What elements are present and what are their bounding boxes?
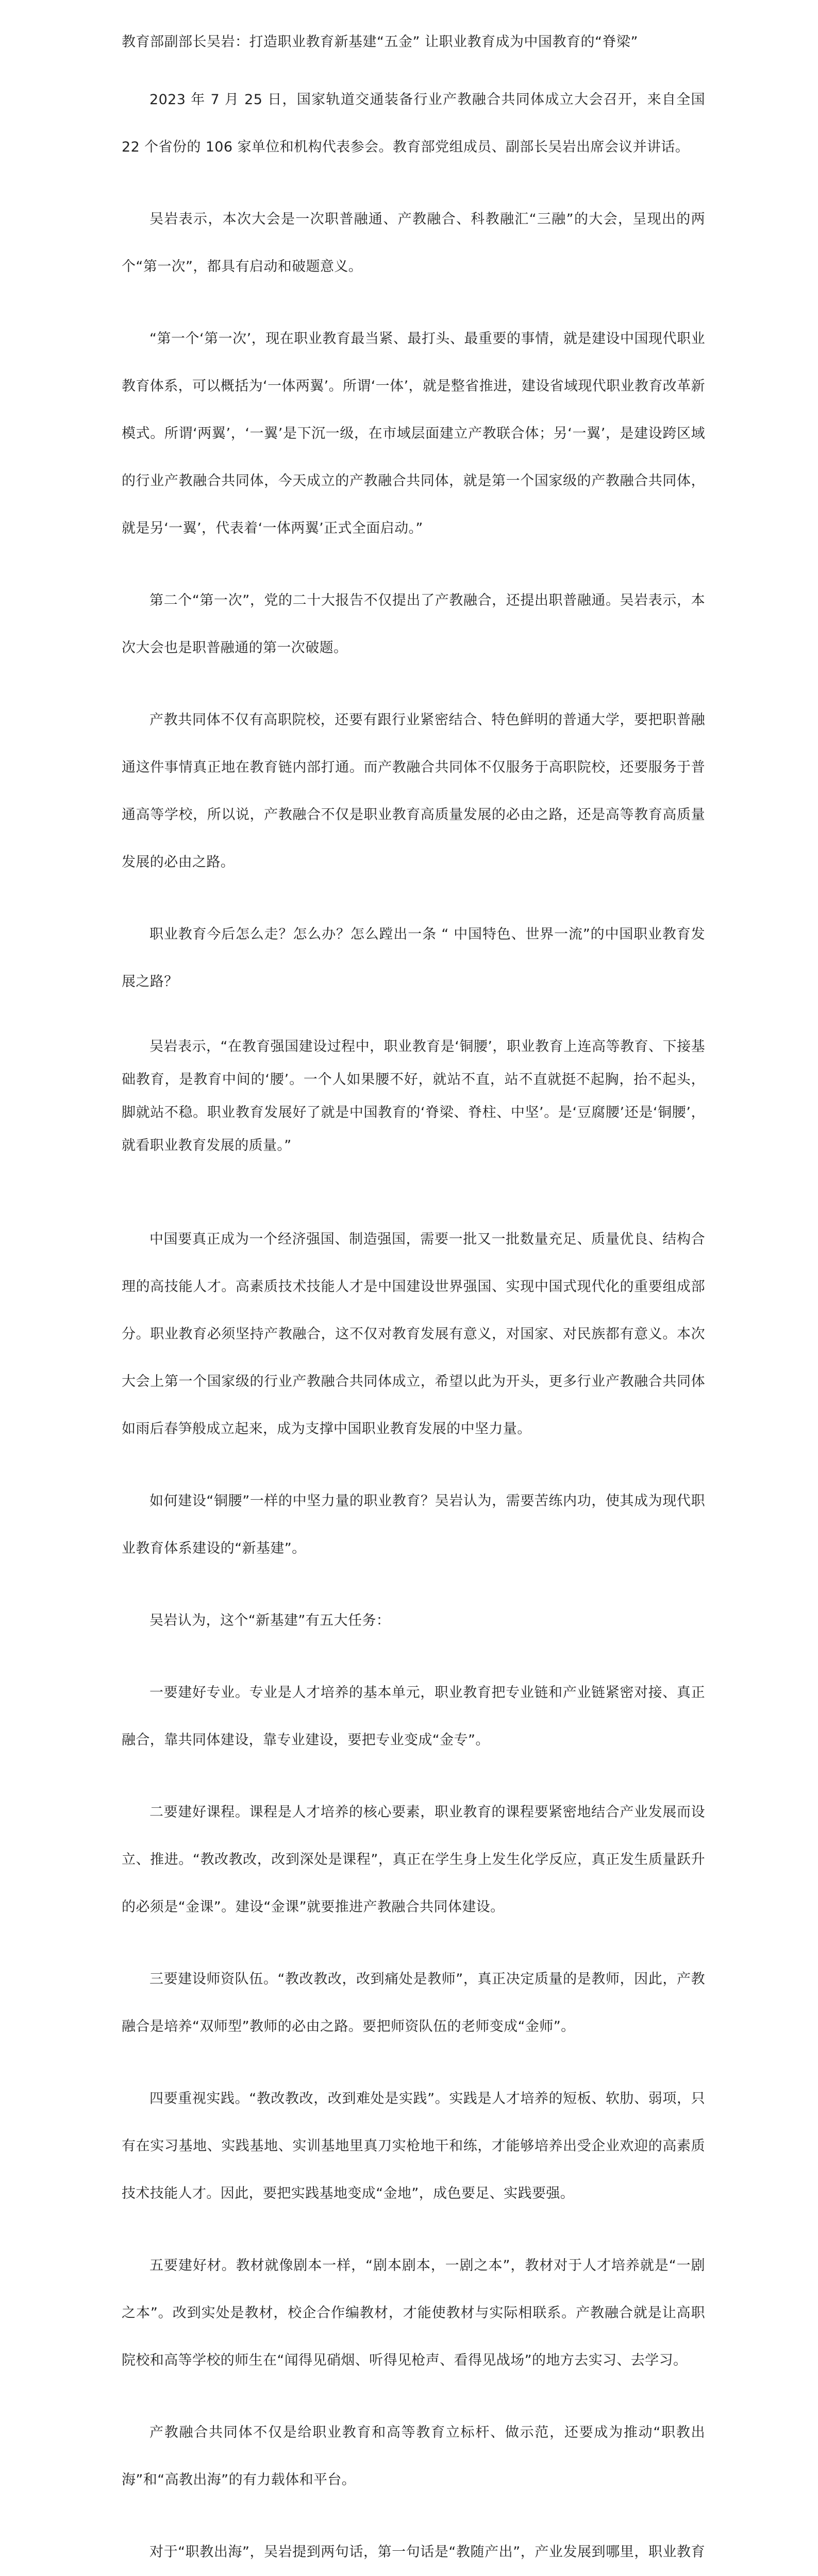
article-paragraph: 职业教育今后怎么走？怎么办？怎么蹚出一条 “ 中国特色、世界一流”的中国职业教育发展之路？ xyxy=(122,926,705,990)
article-title: 教育部副部长吴岩：打造职业教育新基建“五金” 让职业教育成为中国教育的“脊梁” xyxy=(122,34,639,50)
article-paragraph: 第二个“第一次”，党的二十大报告不仅提出了产教融合，还提出职普融通。吴岩表示，本次大会也是职普融通的第一次破题。 xyxy=(122,592,705,656)
article-paragraph: 三要建设师资队伍。“教改教改，改到痛处是教师”，真正决定质量的是教师，因此，产教融合是培养“双师型”教师的必由之路。要把师资队伍的老师变成“金师”。 xyxy=(122,1971,705,2035)
article-paragraph: 吴岩表示，本次大会是一次职普融通、产教融合、科教融汇“三融”的大会，呈现出的两个“第一次”，都具有启动和破题意义。 xyxy=(122,211,705,275)
article-paragraph: 二要建好课程。课程是人才培养的核心要素，职业教育的课程要紧密地结合产业发展而设立、推进。“教改教改，改到深处是课程”，真正在学生身上发生化学反应，真正发生质量跃升的必须是“金课”。建设“金课”就要推进产教融合共同体建设。 xyxy=(122,1804,705,1915)
article-paragraph: 吴岩表示，“在教育强国建设过程中，职业教育是‘铜腰’，职业教育上连高等教育、下接基础教育，是教育中间的‘腰’。一个人如果腰不好，就站不直，站不直就挺不起胸，抬不起头，脚就站不稳。职业教育发展好了就是中国教育的‘脊梁、脊柱、中坚’。是‘豆腐腰’还是‘铜腰’，就看职业教育发展的质量。” xyxy=(122,1039,705,1154)
article-paragraph: 如何建设“铜腰”一样的中坚力量的职业教育？吴岩认为，需要苦练内功，使其成为现代职业教育体系建设的“新基建”。 xyxy=(122,1493,705,1556)
article-paragraph: 产教融合共同体不仅是给职业教育和高等教育立标杆、做示范，还要成为推动“职教出海”和“高教出海”的有力载体和平台。 xyxy=(122,2425,705,2488)
article-paragraph: 吴岩认为，这个“新基建”有五大任务： xyxy=(149,1613,391,1629)
article-paragraph: 中国要真正成为一个经济强国、制造强国，需要一批又一批数量充足、质量优良、结构合理的高技能人才。高素质技术技能人才是中国建设世界强国、实现中国式现代化的重要组成部分。职业教育必须坚持产教融合，这不仅对教育发展有意义，对国家、对民族都有意义。本次大会上第一个国家级的行业产教融合共同体成立，希望以此为开头，更多行业产教融合共同体如雨后春笋般成立起来，成为支撑中国职业教育发展的中坚力量。 xyxy=(122,1231,705,1437)
paragraph-spacer xyxy=(122,1187,705,1216)
article-paragraph: 一要建好专业。专业是人才培养的基本单元，职业教育把专业链和产业链紧密对接、真正融合，靠共同体建设，靠专业建设，要把专业变成“金专”。 xyxy=(122,1685,705,1748)
article-paragraph: 四要重视实践。“教改教改，改到难处是实践”。实践是人才培养的短板、软肋、弱项，只有在实习基地、实践基地、实训基地里真刀实枪地干和练，才能够培养出受企业欢迎的高素质技术技能人才。因此，要把实践基地变成“金地”，成色要足、实践要强。 xyxy=(122,2091,705,2201)
article-paragraph: 产教共同体不仅有高职院校，还要有跟行业紧密结合、特色鲜明的普通大学，要把职普融通这件事情真正地在教育链内部打通。而产教融合共同体不仅服务于高职院校，还要服务于普通高等学校，所以说，产教融合不仅是职业教育高质量发展的必由之路，还是高等教育高质量发展的必由之路。 xyxy=(122,712,705,870)
article xyxy=(122,30,705,2576)
article-paragraph: 五要建好材。教材就像剧本一样，“剧本剧本，一剧之本”，教材对于人才培养就是“一剧之本”。改到实处是教材，校企合作编教材，才能使教材与实际相联系。产教融合就是让高职院校和高等学校的师生在“闻得见硝烟、听得见枪声、看得见战场”的地方去实习、去学习。 xyxy=(122,2258,705,2368)
article-paragraph: 对于“职教出海”，吴岩提到两句话，第一句话是“教随产出”，产业发展到哪里，职业教育 xyxy=(149,2544,705,2560)
article-paragraph: 2023 年 7 月 25 日，国家轨道交通装备行业产教融合共同体成立大会召开，来自全国 22 个省份的 106 家单位和机构代表参会。教育部党组成员、副部长吴岩出席会议并讲话。 xyxy=(122,92,705,155)
article-paragraph: “第一个‘第一次’，现在职业教育最当紧、最打头、最重要的事情，就是建设中国现代职业教育体系，可以概括为‘一体两翼’。所谓‘一体’，就是整省推进，建设省域现代职业教育改革新模式。所谓‘两翼’，‘一翼’是下沉一级，在市域层面建立产教联合体；另‘一翼’，是建设跨区域的行业产教融合共同体，今天成立的产教融合共同体，就是第一个国家级的产教融合共同体，就是另‘一翼’，代表着‘一体两翼’正式全面启动。” xyxy=(122,331,705,536)
